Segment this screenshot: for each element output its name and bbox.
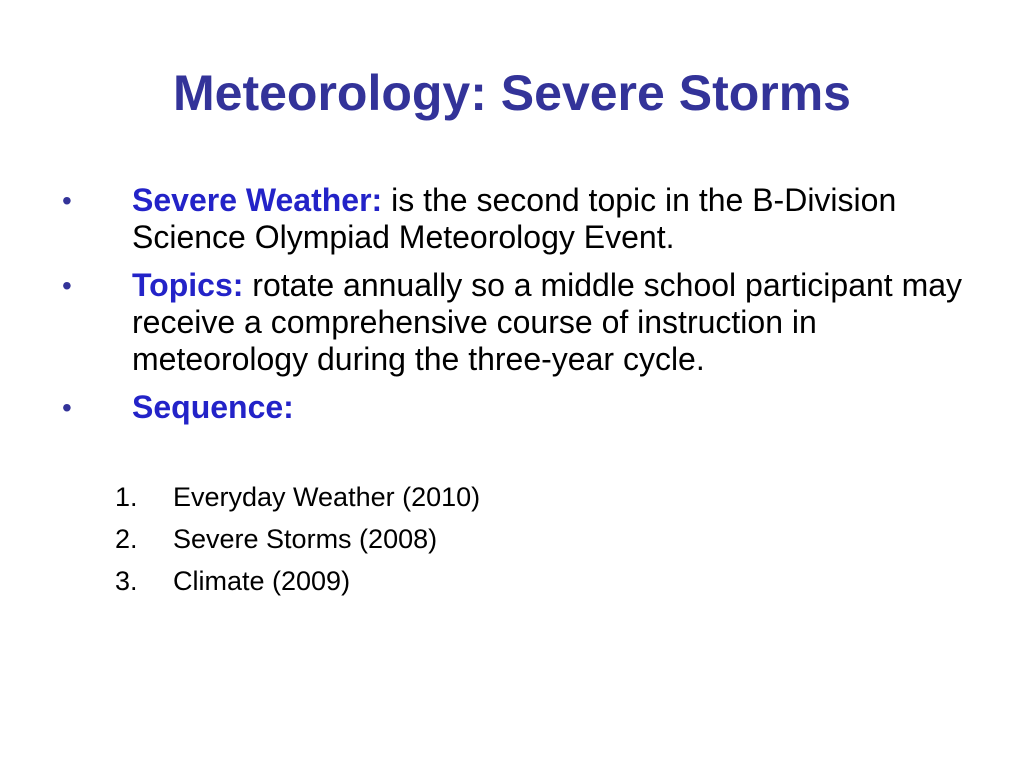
sequence-text: Climate (2009) <box>173 566 351 596</box>
bullet-text: rotate annually so a middle school participant may receive a comprehensive course of instruction in meteorology during the three-year cycle. <box>132 267 963 377</box>
sequence-number: 2. <box>115 524 138 554</box>
sequence-number: 3. <box>115 566 138 596</box>
bullet-icon: • <box>62 270 72 301</box>
bullet-list <box>62 182 992 437</box>
sequence-list <box>115 476 480 602</box>
bullet-icon: • <box>62 392 72 423</box>
bullet-text: is the second topic in the B-Division Science Olympiad Meteorology Event. <box>132 182 897 255</box>
bullet-term: Severe Weather: <box>132 182 383 218</box>
sequence-text: Severe Storms (2008) <box>173 524 438 554</box>
sequence-number: 1. <box>115 482 138 512</box>
bullet-sequence <box>62 389 992 426</box>
bullet-topics <box>62 267 992 378</box>
slide-title: Meteorology: Severe Storms <box>173 65 851 121</box>
bullet-term: Sequence: <box>132 389 294 425</box>
sequence-item <box>115 518 480 560</box>
sequence-item <box>115 476 480 518</box>
bullet-icon: • <box>62 185 72 216</box>
bullet-severe-weather <box>62 182 992 256</box>
sequence-item <box>115 560 480 602</box>
sequence-text: Everyday Weather (2010) <box>173 482 481 512</box>
bullet-term: Topics: <box>132 267 244 303</box>
